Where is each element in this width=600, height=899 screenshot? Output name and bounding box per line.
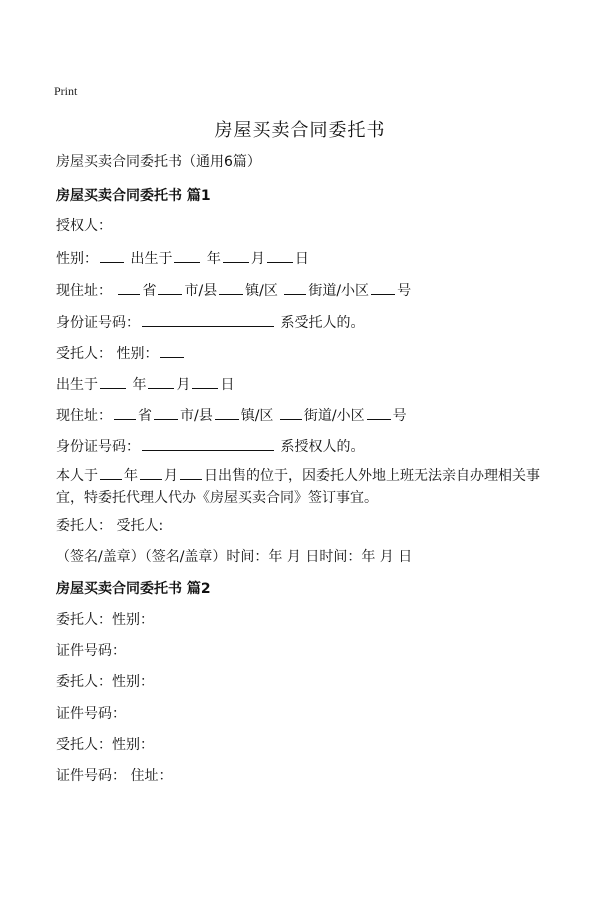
blank-field[interactable] [284,281,306,295]
number-label: 号 [392,408,407,424]
day-label: 日 [220,377,235,393]
section2-line: 受托人：性别： [56,737,154,753]
blank-field[interactable] [160,344,184,358]
blank-field[interactable] [180,466,202,480]
born-label: 出生于 [56,377,98,393]
section-heading-2: 房屋买卖合同委托书 篇2 [56,581,211,597]
id-suffix: 系授权人的。 [280,439,365,455]
month-label: 月 [176,377,191,393]
print-label: Print [54,84,78,98]
day-label: 日 [294,251,309,267]
id-suffix: 系受托人的。 [280,315,365,331]
born-label: 出生于 [130,251,173,267]
number-label: 号 [397,283,412,299]
grantor-line: 授权人： [56,218,112,234]
sign-time-line: （签名/盖章）（签名/盖章）时间：年 月 日时间：年 月 日 [56,549,413,565]
section2-line: 证件号码： [56,643,126,659]
blank-field[interactable] [367,406,391,420]
blank-field[interactable] [267,249,293,263]
id-line-2 [56,437,364,455]
town-label: 镇/区 [240,408,274,424]
section2-line: 委托人：性别： [56,674,154,690]
section2-line: 委托人：性别： [56,612,154,628]
blank-field[interactable] [192,375,218,389]
blank-field[interactable] [142,313,274,327]
town-label: 镇/区 [245,283,278,299]
blank-field[interactable] [174,249,200,263]
city-label: 市/县 [180,408,213,424]
address-line-2 [56,406,407,424]
blank-field[interactable] [100,466,122,480]
id-line-1 [56,313,364,331]
month-label: 月 [164,468,178,484]
trustee-label: 受托人： [56,346,112,362]
section2-line: 证件号码： [56,706,126,722]
id-label: 身份证号码： [56,315,140,331]
blank-field[interactable] [154,406,178,420]
delegation-paragraph [56,465,552,509]
year-label: 年 [132,377,147,393]
blank-field[interactable] [118,281,140,295]
street-label: 街道/小区 [308,283,370,299]
blank-field[interactable] [371,281,395,295]
para-rest: 日出售的位于，因委托人外地上班无法亲自办理相关事宜，特委托代理人代办《房屋买卖合同》签订事宜。 [56,468,540,506]
blank-field[interactable] [219,281,243,295]
gender-birth-line [56,249,309,267]
blank-field[interactable] [158,281,182,295]
month-label: 月 [250,251,265,267]
section2-line: 证件号码： 住址： [56,768,173,784]
city-label: 市/县 [184,283,218,299]
birth-line-2 [56,375,234,393]
blank-field[interactable] [223,249,249,263]
province-label: 省 [142,283,157,299]
document-title: 房屋买卖合同委托书 [214,120,386,141]
year-label: 年 [124,468,138,484]
trustee-line [56,344,186,362]
gender-label: 性别： [56,251,98,267]
trustee-gender-label: 性别： [116,346,159,362]
address-label: 现住址： [56,408,112,424]
street-label: 街道/小区 [303,408,365,424]
blank-field[interactable] [114,406,136,420]
blank-field[interactable] [100,375,126,389]
blank-field[interactable] [280,406,302,420]
blank-field[interactable] [140,466,162,480]
document-subtitle: 房屋买卖合同委托书（通用6篇） [56,154,261,170]
blank-field[interactable] [100,249,124,263]
province-label: 省 [138,408,152,424]
blank-field[interactable] [148,375,174,389]
address-label: 现住址： [56,283,112,299]
address-line-1 [56,281,411,299]
blank-field[interactable] [215,406,239,420]
blank-field[interactable] [142,437,274,451]
para-start: 本人于 [56,468,98,484]
section-heading-1: 房屋买卖合同委托书 篇1 [56,188,211,204]
sign-labels-line: 委托人： 受托人: [56,518,164,534]
year-label: 年 [206,251,221,267]
id-label: 身份证号码： [56,439,140,455]
